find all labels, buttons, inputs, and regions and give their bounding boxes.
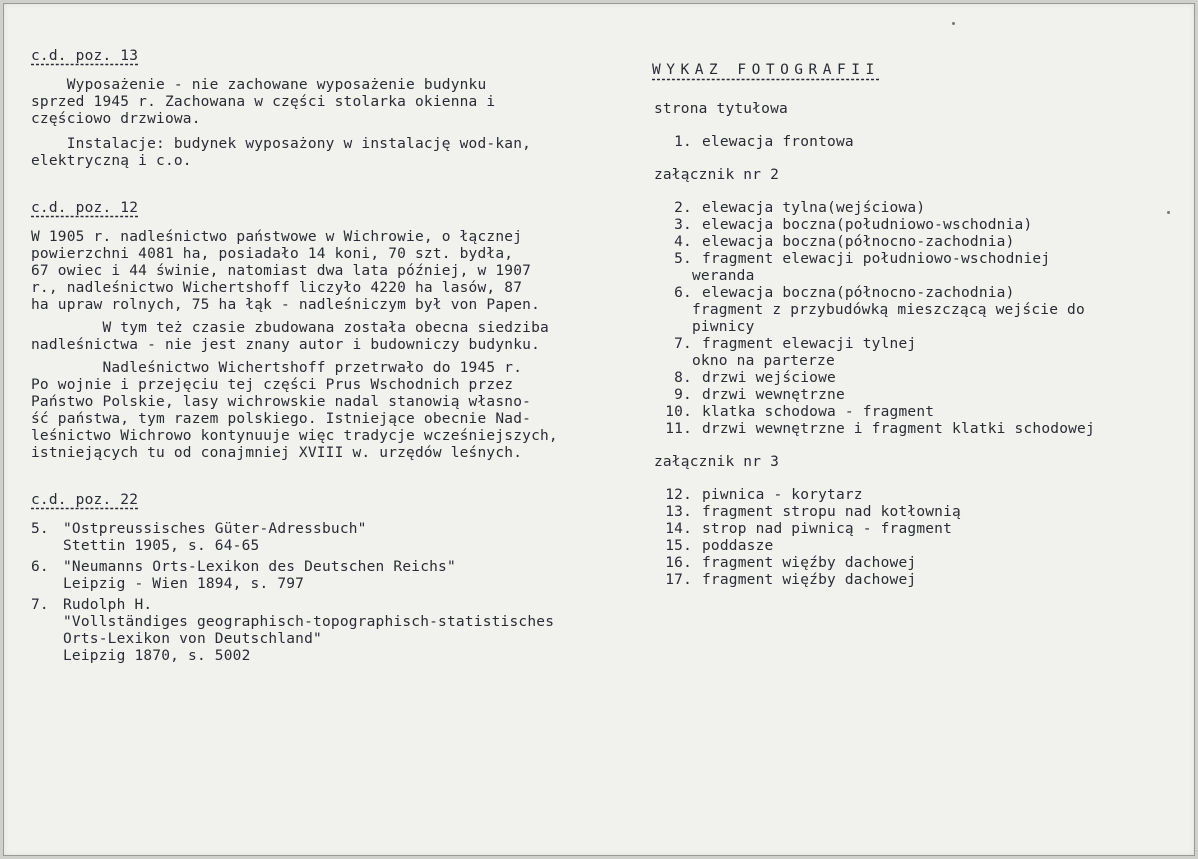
photo-item xyxy=(652,521,1152,538)
photo-number: 16. xyxy=(665,555,692,571)
photo-number: 17. xyxy=(665,572,692,588)
text-line: r., nadleśnictwo Wichertshoff liczyło 4220 ha lasów, 87 xyxy=(31,280,523,296)
photo-description: klatka schodowa - fragment xyxy=(702,404,935,420)
right-column xyxy=(652,62,1152,589)
photo-list xyxy=(652,487,1152,589)
photo-item xyxy=(652,251,1152,268)
photo-item xyxy=(652,404,1152,421)
photo-number: 8. xyxy=(674,370,692,386)
photo-item xyxy=(652,336,1152,353)
group-label: załącznik nr 3 xyxy=(654,454,780,470)
paragraph xyxy=(31,360,641,462)
photo-description: fragment więźby dachowej xyxy=(702,555,917,571)
text-line: ść państwa, tym razem polskiego. Istniejące obecnie Nad- xyxy=(31,411,532,427)
photo-description: elewacja tylna(wejściowa) xyxy=(702,200,926,216)
reference-number: 7. xyxy=(31,597,49,613)
photo-number: 12. xyxy=(665,487,692,503)
photo-number: 13. xyxy=(665,504,692,520)
text-line: "Vollständiges geographisch-topographisch-statistisches xyxy=(63,614,555,630)
photo-number: 3. xyxy=(674,217,692,233)
photo-number: 14. xyxy=(665,521,692,537)
photo-number: 9. xyxy=(674,387,692,403)
photo-number: 1. xyxy=(674,134,692,150)
photo-number: 5. xyxy=(674,251,692,267)
photo-item xyxy=(652,487,1152,504)
photo-description: elewacja boczna(południowo-wschodnia) xyxy=(702,217,1033,233)
photo-description: fragment elewacji tylnej xyxy=(702,336,917,352)
reference-text xyxy=(63,521,367,555)
section-heading: c.d. poz. 22 xyxy=(31,492,139,508)
reference-number: 5. xyxy=(31,521,49,537)
text-line: "Neumanns Orts-Lexikon des Deutschen Reichs" xyxy=(63,559,456,575)
photo-description: elewacja boczna(północno-zachodnia) xyxy=(702,285,1015,301)
reference-text xyxy=(63,597,554,665)
text-line: ha upraw rolnych, 75 ha łąk - nadleśniczym był von Papen. xyxy=(31,297,540,313)
left-column xyxy=(31,48,641,695)
photo-description: strop nad piwnicą - fragment xyxy=(702,521,953,537)
photo-description: drzwi wewnętrzne i fragment klatki schodowej xyxy=(702,421,1095,437)
text-line: W tym też czasie zbudowana została obecna siedziba xyxy=(31,320,549,336)
photo-list-title: WYKAZ FOTOGRAFII xyxy=(652,62,880,78)
text-line: elektryczną i c.o. xyxy=(31,153,192,169)
section-poz-22 xyxy=(31,492,641,665)
photo-description: poddasze xyxy=(702,538,774,554)
photo-item xyxy=(652,370,1152,387)
photo-description-continued: piwnicy xyxy=(692,319,755,335)
photo-item xyxy=(652,285,1152,302)
reference-text xyxy=(63,559,456,593)
text-line: "Ostpreussisches Güter-Adressbuch" xyxy=(63,521,367,537)
photo-item xyxy=(652,134,1152,151)
photo-item xyxy=(652,387,1152,404)
photo-description-continued: okno na parterze xyxy=(692,353,835,369)
reference-number: 6. xyxy=(31,559,49,575)
photo-item xyxy=(652,421,1152,438)
paragraph xyxy=(31,229,641,314)
text-line: Rudolph H. xyxy=(63,597,153,613)
photo-description: elewacja frontowa xyxy=(702,134,854,150)
photo-description: piwnica - korytarz xyxy=(702,487,863,503)
photo-description: drzwi wejściowe xyxy=(702,370,836,386)
photo-list xyxy=(652,134,1152,151)
photo-description: fragment elewacji południowo-wschodniej xyxy=(702,251,1051,267)
photo-number: 10. xyxy=(665,404,692,420)
photo-item xyxy=(652,572,1152,589)
text-line: Orts-Lexikon von Deutschland" xyxy=(63,631,322,647)
photo-item xyxy=(652,538,1152,555)
text-line: Stettin 1905, s. 64-65 xyxy=(63,538,260,554)
text-line: Państwo Polskie, lasy wichrowskie nadal stanowią własno- xyxy=(31,394,532,410)
photo-item xyxy=(652,200,1152,217)
photo-description: fragment więźby dachowej xyxy=(702,572,917,588)
text-line: istniejących tu od conajmniej XVIII w. urzędów leśnych. xyxy=(31,445,523,461)
text-line: Wyposażenie - nie zachowane wyposażenie budynku xyxy=(31,77,487,93)
text-line: Leipzig - Wien 1894, s. 797 xyxy=(63,576,305,592)
photo-list xyxy=(652,200,1152,438)
text-line: częściowo drzwiowa. xyxy=(31,111,201,127)
section-poz-12 xyxy=(31,200,641,462)
reference-item xyxy=(31,521,641,555)
photo-number: 7. xyxy=(674,336,692,352)
reference-item xyxy=(31,597,641,665)
section-heading: c.d. poz. 12 xyxy=(31,200,139,216)
paper-speck xyxy=(952,22,955,25)
reference-item xyxy=(31,559,641,593)
photo-number: 11. xyxy=(665,421,692,437)
photo-number: 6. xyxy=(674,285,692,301)
text-line: powierzchni 4081 ha, posiadało 14 koni, 70 szt. bydła, xyxy=(31,246,514,262)
paragraph xyxy=(31,136,641,170)
photo-number: 4. xyxy=(674,234,692,250)
section-poz-13 xyxy=(31,48,641,170)
text-line: sprzed 1945 r. Zachowana w części stolarka okienna i xyxy=(31,94,496,110)
group-label: załącznik nr 2 xyxy=(654,167,780,183)
text-line: Leipzig 1870, s. 5002 xyxy=(63,648,251,664)
paper-speck xyxy=(1167,211,1170,214)
paragraph xyxy=(31,77,641,128)
photo-item xyxy=(652,234,1152,251)
text-line: Po wojnie i przejęciu tej części Prus Wschodnich przez xyxy=(31,377,514,393)
photo-number: 2. xyxy=(674,200,692,216)
text-line: nadleśnictwa - nie jest znany autor i budowniczy budynku. xyxy=(31,337,540,353)
photo-description: fragment stropu nad kotłownią xyxy=(702,504,961,520)
photo-item xyxy=(652,217,1152,234)
photo-number: 15. xyxy=(665,538,692,554)
text-line: 67 owiec i 44 świnie, natomiast dwa lata później, w 1907 xyxy=(31,263,532,279)
text-line: Nadleśnictwo Wichertshoff przetrwało do 1945 r. xyxy=(31,360,523,376)
text-line: leśnictwo Wichrowo kontynuuje więc tradycje wcześniejszych, xyxy=(31,428,558,444)
photo-description: drzwi wewnętrzne xyxy=(702,387,845,403)
paragraph xyxy=(31,320,641,354)
photo-item xyxy=(652,555,1152,572)
section-heading: c.d. poz. 13 xyxy=(31,48,139,64)
photo-description: elewacja boczna(północno-zachodnia) xyxy=(702,234,1015,250)
photo-description-continued: fragment z przybudówką mieszczącą wejście do xyxy=(692,302,1085,318)
photo-item xyxy=(652,504,1152,521)
document-card xyxy=(3,3,1195,856)
group-label: strona tytułowa xyxy=(654,101,788,117)
text-line: Instalacje: budynek wyposażony w instalację wod-kan, xyxy=(31,136,532,152)
photo-description-continued: weranda xyxy=(692,268,755,284)
text-line: W 1905 r. nadleśnictwo państwowe w Wichrowie, o łącznej xyxy=(31,229,523,245)
reference-list xyxy=(31,521,641,665)
